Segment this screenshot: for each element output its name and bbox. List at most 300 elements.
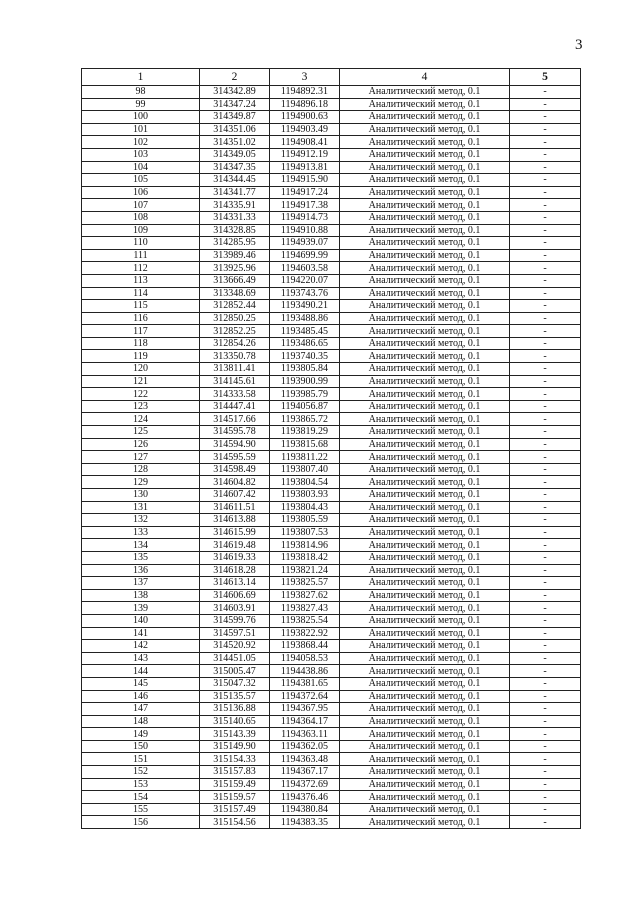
point-number-cell: 148 — [82, 715, 200, 728]
x-coordinate-cell: 314351.02 — [200, 136, 270, 149]
point-number-cell: 141 — [82, 627, 200, 640]
point-number-cell: 145 — [82, 677, 200, 690]
note-cell: - — [510, 526, 581, 539]
method-cell: Аналитический метод, 0.1 — [340, 539, 510, 552]
y-coordinate-cell: 1194372.64 — [270, 690, 340, 703]
table-row — [82, 740, 581, 753]
note-cell: - — [510, 413, 581, 426]
y-coordinate-cell: 1193814.96 — [270, 539, 340, 552]
method-cell: Аналитический метод, 0.1 — [340, 400, 510, 413]
method-cell: Аналитический метод, 0.1 — [340, 123, 510, 136]
point-number-cell: 105 — [82, 174, 200, 187]
table-row — [82, 199, 581, 212]
table-row — [82, 489, 581, 502]
method-cell: Аналитический метод, 0.1 — [340, 98, 510, 111]
method-cell: Аналитический метод, 0.1 — [340, 564, 510, 577]
table-row — [82, 174, 581, 187]
point-number-cell: 122 — [82, 388, 200, 401]
method-cell: Аналитический метод, 0.1 — [340, 778, 510, 791]
x-coordinate-cell: 314145.61 — [200, 375, 270, 388]
table-row — [82, 803, 581, 816]
method-cell: Аналитический метод, 0.1 — [340, 526, 510, 539]
x-coordinate-cell: 314351.06 — [200, 123, 270, 136]
note-cell: - — [510, 98, 581, 111]
table-row — [82, 602, 581, 615]
y-coordinate-cell: 1194372.69 — [270, 778, 340, 791]
header-cell-2: 2 — [200, 69, 270, 86]
method-cell: Аналитический метод, 0.1 — [340, 677, 510, 690]
point-number-cell: 123 — [82, 400, 200, 413]
y-coordinate-cell: 1193807.53 — [270, 526, 340, 539]
point-number-cell: 136 — [82, 564, 200, 577]
y-coordinate-cell: 1194056.87 — [270, 400, 340, 413]
x-coordinate-cell: 314347.24 — [200, 98, 270, 111]
x-coordinate-cell: 314335.91 — [200, 199, 270, 212]
point-number-cell: 104 — [82, 161, 200, 174]
method-cell: Аналитический метод, 0.1 — [340, 111, 510, 124]
table-row — [82, 564, 581, 577]
x-coordinate-cell: 315140.65 — [200, 715, 270, 728]
point-number-cell: 156 — [82, 816, 200, 829]
method-cell: Аналитический метод, 0.1 — [340, 451, 510, 464]
table-row — [82, 388, 581, 401]
point-number-cell: 118 — [82, 337, 200, 350]
point-number-cell: 103 — [82, 148, 200, 161]
method-cell: Аналитический метод, 0.1 — [340, 287, 510, 300]
y-coordinate-cell: 1193865.72 — [270, 413, 340, 426]
method-cell: Аналитический метод, 0.1 — [340, 489, 510, 502]
point-number-cell: 125 — [82, 426, 200, 439]
note-cell: - — [510, 589, 581, 602]
table-row — [82, 677, 581, 690]
method-cell: Аналитический метод, 0.1 — [340, 237, 510, 250]
table-row — [82, 652, 581, 665]
table-row — [82, 211, 581, 224]
point-number-cell: 152 — [82, 766, 200, 779]
note-cell: - — [510, 551, 581, 564]
point-number-cell: 142 — [82, 640, 200, 653]
note-cell: - — [510, 186, 581, 199]
method-cell: Аналитический метод, 0.1 — [340, 199, 510, 212]
x-coordinate-cell: 314598.49 — [200, 463, 270, 476]
point-number-cell: 133 — [82, 526, 200, 539]
table-row — [82, 766, 581, 779]
y-coordinate-cell: 1194381.65 — [270, 677, 340, 690]
point-number-cell: 119 — [82, 350, 200, 363]
point-number-cell: 151 — [82, 753, 200, 766]
x-coordinate-cell: 314604.82 — [200, 476, 270, 489]
note-cell: - — [510, 400, 581, 413]
point-number-cell: 146 — [82, 690, 200, 703]
x-coordinate-cell: 314342.89 — [200, 86, 270, 99]
method-cell: Аналитический метод, 0.1 — [340, 325, 510, 338]
point-number-cell: 130 — [82, 489, 200, 502]
method-cell: Аналитический метод, 0.1 — [340, 614, 510, 627]
y-coordinate-cell: 1193868.44 — [270, 640, 340, 653]
point-number-cell: 108 — [82, 211, 200, 224]
x-coordinate-cell: 314333.58 — [200, 388, 270, 401]
note-cell: - — [510, 703, 581, 716]
table-row — [82, 703, 581, 716]
point-number-cell: 115 — [82, 300, 200, 313]
y-coordinate-cell: 1193825.57 — [270, 577, 340, 590]
y-coordinate-cell: 1194939.07 — [270, 237, 340, 250]
note-cell: - — [510, 224, 581, 237]
method-cell: Аналитический метод, 0.1 — [340, 148, 510, 161]
y-coordinate-cell: 1193900.99 — [270, 375, 340, 388]
note-cell: - — [510, 375, 581, 388]
y-coordinate-cell: 1194892.31 — [270, 86, 340, 99]
method-cell: Аналитический метод, 0.1 — [340, 174, 510, 187]
table-row — [82, 136, 581, 149]
x-coordinate-cell: 314603.91 — [200, 602, 270, 615]
x-coordinate-cell: 312854.26 — [200, 337, 270, 350]
table-row — [82, 539, 581, 552]
y-coordinate-cell: 1193985.79 — [270, 388, 340, 401]
note-cell: - — [510, 388, 581, 401]
point-number-cell: 129 — [82, 476, 200, 489]
y-coordinate-cell: 1194363.48 — [270, 753, 340, 766]
table-row — [82, 375, 581, 388]
x-coordinate-cell: 314595.59 — [200, 451, 270, 464]
y-coordinate-cell: 1193821.24 — [270, 564, 340, 577]
note-cell: - — [510, 766, 581, 779]
x-coordinate-cell: 315159.57 — [200, 791, 270, 804]
y-coordinate-cell: 1194058.53 — [270, 652, 340, 665]
method-cell: Аналитический метод, 0.1 — [340, 728, 510, 741]
table-row — [82, 640, 581, 653]
method-cell: Аналитический метод, 0.1 — [340, 337, 510, 350]
table-row — [82, 690, 581, 703]
note-cell: - — [510, 627, 581, 640]
note-cell: - — [510, 652, 581, 665]
note-cell: - — [510, 816, 581, 829]
point-number-cell: 140 — [82, 614, 200, 627]
x-coordinate-cell: 315157.83 — [200, 766, 270, 779]
y-coordinate-cell: 1194910.88 — [270, 224, 340, 237]
x-coordinate-cell: 313989.46 — [200, 249, 270, 262]
method-cell: Аналитический метод, 0.1 — [340, 274, 510, 287]
table-row — [82, 161, 581, 174]
y-coordinate-cell: 1193815.68 — [270, 438, 340, 451]
y-coordinate-cell: 1193827.62 — [270, 589, 340, 602]
table-row — [82, 224, 581, 237]
method-cell: Аналитический метод, 0.1 — [340, 312, 510, 325]
note-cell: - — [510, 136, 581, 149]
note-cell: - — [510, 602, 581, 615]
method-cell: Аналитический метод, 0.1 — [340, 602, 510, 615]
method-cell: Аналитический метод, 0.1 — [340, 652, 510, 665]
table-row — [82, 791, 581, 804]
y-coordinate-cell: 1193488.86 — [270, 312, 340, 325]
header-cell-5: 5 — [510, 69, 581, 86]
point-number-cell: 154 — [82, 791, 200, 804]
y-coordinate-cell: 1194603.58 — [270, 262, 340, 275]
method-cell: Аналитический метод, 0.1 — [340, 803, 510, 816]
table-row — [82, 438, 581, 451]
y-coordinate-cell: 1194438.86 — [270, 665, 340, 678]
point-number-cell: 155 — [82, 803, 200, 816]
note-cell: - — [510, 86, 581, 99]
y-coordinate-cell: 1194364.17 — [270, 715, 340, 728]
y-coordinate-cell: 1194913.81 — [270, 161, 340, 174]
y-coordinate-cell: 1194900.63 — [270, 111, 340, 124]
x-coordinate-cell: 314619.48 — [200, 539, 270, 552]
method-cell: Аналитический метод, 0.1 — [340, 577, 510, 590]
table-header — [82, 69, 581, 86]
x-coordinate-cell: 315143.39 — [200, 728, 270, 741]
point-number-cell: 107 — [82, 199, 200, 212]
note-cell: - — [510, 476, 581, 489]
method-cell: Аналитический метод, 0.1 — [340, 766, 510, 779]
note-cell: - — [510, 161, 581, 174]
table-row — [82, 816, 581, 829]
note-cell: - — [510, 300, 581, 313]
point-number-cell: 132 — [82, 514, 200, 527]
point-number-cell: 138 — [82, 589, 200, 602]
y-coordinate-cell: 1194367.17 — [270, 766, 340, 779]
point-number-cell: 144 — [82, 665, 200, 678]
x-coordinate-cell: 315135.57 — [200, 690, 270, 703]
point-number-cell: 147 — [82, 703, 200, 716]
y-coordinate-cell: 1193490.21 — [270, 300, 340, 313]
table-row — [82, 627, 581, 640]
y-coordinate-cell: 1193740.35 — [270, 350, 340, 363]
table-row — [82, 614, 581, 627]
method-cell: Аналитический метод, 0.1 — [340, 186, 510, 199]
method-cell: Аналитический метод, 0.1 — [340, 753, 510, 766]
method-cell: Аналитический метод, 0.1 — [340, 816, 510, 829]
table-row — [82, 287, 581, 300]
table-row — [82, 501, 581, 514]
x-coordinate-cell: 314328.85 — [200, 224, 270, 237]
note-cell: - — [510, 249, 581, 262]
method-cell: Аналитический метод, 0.1 — [340, 514, 510, 527]
table-row — [82, 753, 581, 766]
point-number-cell: 124 — [82, 413, 200, 426]
x-coordinate-cell: 312852.25 — [200, 325, 270, 338]
table-row — [82, 715, 581, 728]
y-coordinate-cell: 1194896.18 — [270, 98, 340, 111]
point-number-cell: 111 — [82, 249, 200, 262]
table-row — [82, 577, 581, 590]
table-row — [82, 413, 581, 426]
x-coordinate-cell: 313348.69 — [200, 287, 270, 300]
point-number-cell: 131 — [82, 501, 200, 514]
method-cell: Аналитический метод, 0.1 — [340, 589, 510, 602]
x-coordinate-cell: 315005.47 — [200, 665, 270, 678]
x-coordinate-cell: 314607.42 — [200, 489, 270, 502]
y-coordinate-cell: 1194908.41 — [270, 136, 340, 149]
method-cell: Аналитический метод, 0.1 — [340, 136, 510, 149]
x-coordinate-cell: 315154.33 — [200, 753, 270, 766]
x-coordinate-cell: 314606.69 — [200, 589, 270, 602]
point-number-cell: 116 — [82, 312, 200, 325]
x-coordinate-cell: 314285.95 — [200, 237, 270, 250]
x-coordinate-cell: 314599.76 — [200, 614, 270, 627]
y-coordinate-cell: 1193827.43 — [270, 602, 340, 615]
y-coordinate-cell: 1193486.65 — [270, 337, 340, 350]
method-cell: Аналитический метод, 0.1 — [340, 640, 510, 653]
point-number-cell: 101 — [82, 123, 200, 136]
method-cell: Аналитический метод, 0.1 — [340, 476, 510, 489]
note-cell: - — [510, 199, 581, 212]
point-number-cell: 112 — [82, 262, 200, 275]
note-cell: - — [510, 665, 581, 678]
point-number-cell: 113 — [82, 274, 200, 287]
header-cell-1: 1 — [82, 69, 200, 86]
x-coordinate-cell: 314613.14 — [200, 577, 270, 590]
method-cell: Аналитический метод, 0.1 — [340, 211, 510, 224]
y-coordinate-cell: 1194903.49 — [270, 123, 340, 136]
x-coordinate-cell: 314451.05 — [200, 652, 270, 665]
x-coordinate-cell: 315157.49 — [200, 803, 270, 816]
x-coordinate-cell: 314619.33 — [200, 551, 270, 564]
point-number-cell: 153 — [82, 778, 200, 791]
note-cell: - — [510, 325, 581, 338]
table-row — [82, 476, 581, 489]
y-coordinate-cell: 1193819.29 — [270, 426, 340, 439]
point-number-cell: 126 — [82, 438, 200, 451]
method-cell: Аналитический метод, 0.1 — [340, 224, 510, 237]
table-row — [82, 526, 581, 539]
method-cell: Аналитический метод, 0.1 — [340, 300, 510, 313]
y-coordinate-cell: 1194367.95 — [270, 703, 340, 716]
table-row — [82, 363, 581, 376]
note-cell: - — [510, 778, 581, 791]
x-coordinate-cell: 314597.51 — [200, 627, 270, 640]
note-cell: - — [510, 123, 581, 136]
table-row — [82, 98, 581, 111]
table-row — [82, 86, 581, 99]
point-number-cell: 143 — [82, 652, 200, 665]
point-number-cell: 99 — [82, 98, 200, 111]
table-row — [82, 551, 581, 564]
table-row — [82, 325, 581, 338]
method-cell: Аналитический метод, 0.1 — [340, 703, 510, 716]
point-number-cell: 134 — [82, 539, 200, 552]
note-cell: - — [510, 803, 581, 816]
point-number-cell: 102 — [82, 136, 200, 149]
note-cell: - — [510, 237, 581, 250]
note-cell: - — [510, 438, 581, 451]
y-coordinate-cell: 1193743.76 — [270, 287, 340, 300]
x-coordinate-cell: 313811.41 — [200, 363, 270, 376]
method-cell: Аналитический метод, 0.1 — [340, 665, 510, 678]
y-coordinate-cell: 1194917.38 — [270, 199, 340, 212]
note-cell: - — [510, 463, 581, 476]
header-cell-4: 4 — [340, 69, 510, 86]
x-coordinate-cell: 315149.90 — [200, 740, 270, 753]
point-number-cell: 135 — [82, 551, 200, 564]
y-coordinate-cell: 1193804.54 — [270, 476, 340, 489]
table-row — [82, 300, 581, 313]
note-cell: - — [510, 350, 581, 363]
note-cell: - — [510, 312, 581, 325]
table-row — [82, 514, 581, 527]
note-cell: - — [510, 715, 581, 728]
x-coordinate-cell: 314331.33 — [200, 211, 270, 224]
point-number-cell: 137 — [82, 577, 200, 590]
point-number-cell: 128 — [82, 463, 200, 476]
table-row — [82, 237, 581, 250]
note-cell: - — [510, 740, 581, 753]
y-coordinate-cell: 1194383.35 — [270, 816, 340, 829]
method-cell: Аналитический метод, 0.1 — [340, 715, 510, 728]
y-coordinate-cell: 1193822.92 — [270, 627, 340, 640]
table-row — [82, 123, 581, 136]
point-number-cell: 120 — [82, 363, 200, 376]
note-cell: - — [510, 451, 581, 464]
note-cell: - — [510, 791, 581, 804]
note-cell: - — [510, 211, 581, 224]
note-cell: - — [510, 753, 581, 766]
method-cell: Аналитический метод, 0.1 — [340, 627, 510, 640]
point-number-cell: 127 — [82, 451, 200, 464]
y-coordinate-cell: 1193818.42 — [270, 551, 340, 564]
x-coordinate-cell: 313666.49 — [200, 274, 270, 287]
table-row — [82, 463, 581, 476]
table-row — [82, 426, 581, 439]
note-cell: - — [510, 148, 581, 161]
x-coordinate-cell: 314517.66 — [200, 413, 270, 426]
x-coordinate-cell: 314447.41 — [200, 400, 270, 413]
note-cell: - — [510, 728, 581, 741]
point-number-cell: 117 — [82, 325, 200, 338]
method-cell: Аналитический метод, 0.1 — [340, 690, 510, 703]
method-cell: Аналитический метод, 0.1 — [340, 161, 510, 174]
table-row — [82, 778, 581, 791]
note-cell: - — [510, 677, 581, 690]
table-row — [82, 728, 581, 741]
note-cell: - — [510, 577, 581, 590]
note-cell: - — [510, 274, 581, 287]
note-cell: - — [510, 262, 581, 275]
y-coordinate-cell: 1194363.11 — [270, 728, 340, 741]
y-coordinate-cell: 1194376.46 — [270, 791, 340, 804]
x-coordinate-cell: 314613.88 — [200, 514, 270, 527]
y-coordinate-cell: 1193807.40 — [270, 463, 340, 476]
table-row — [82, 400, 581, 413]
x-coordinate-cell: 314341.77 — [200, 186, 270, 199]
method-cell: Аналитический метод, 0.1 — [340, 551, 510, 564]
y-coordinate-cell: 1193825.54 — [270, 614, 340, 627]
table-row — [82, 186, 581, 199]
y-coordinate-cell: 1194914.73 — [270, 211, 340, 224]
table-row — [82, 589, 581, 602]
note-cell: - — [510, 174, 581, 187]
note-cell: - — [510, 287, 581, 300]
table-row — [82, 451, 581, 464]
table-row — [82, 111, 581, 124]
table-row — [82, 312, 581, 325]
y-coordinate-cell: 1193803.93 — [270, 489, 340, 502]
table-row — [82, 249, 581, 262]
table-row — [82, 350, 581, 363]
table-row — [82, 337, 581, 350]
method-cell: Аналитический метод, 0.1 — [340, 501, 510, 514]
method-cell: Аналитический метод, 0.1 — [340, 375, 510, 388]
x-coordinate-cell: 314595.78 — [200, 426, 270, 439]
x-coordinate-cell: 315154.56 — [200, 816, 270, 829]
point-number-cell: 110 — [82, 237, 200, 250]
y-coordinate-cell: 1193805.84 — [270, 363, 340, 376]
method-cell: Аналитический метод, 0.1 — [340, 86, 510, 99]
y-coordinate-cell: 1193805.59 — [270, 514, 340, 527]
x-coordinate-cell: 314520.92 — [200, 640, 270, 653]
note-cell: - — [510, 111, 581, 124]
x-coordinate-cell: 315047.32 — [200, 677, 270, 690]
